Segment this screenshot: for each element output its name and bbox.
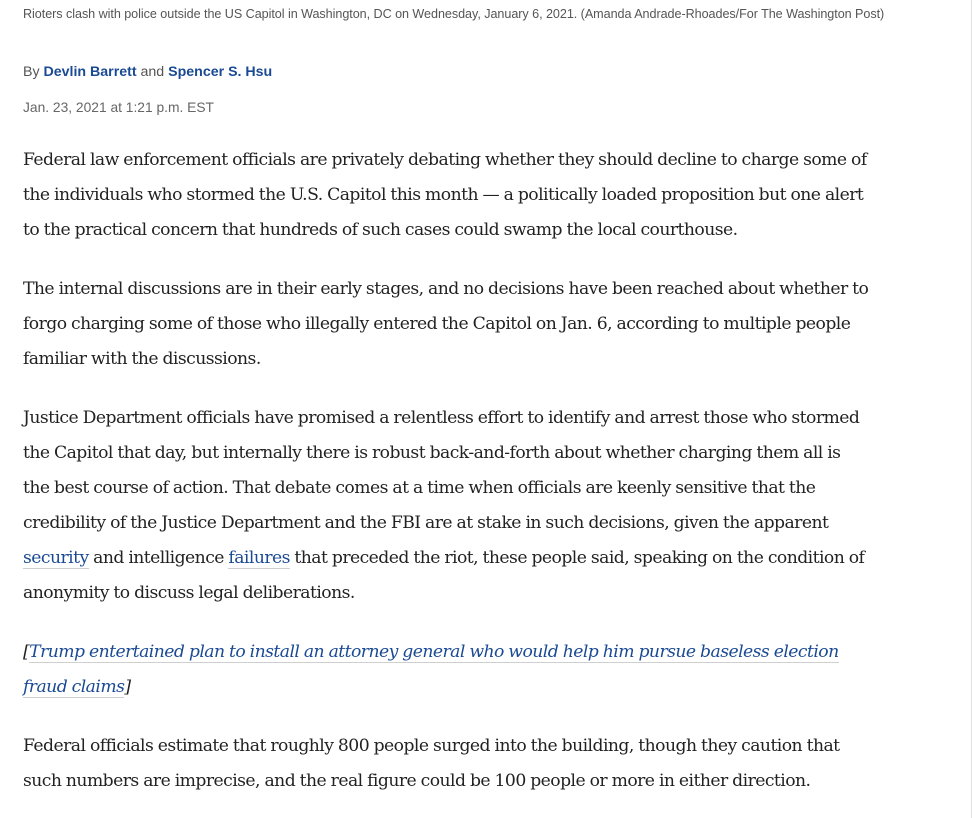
paragraph-line: Justice Department officials have promised a relentless effort to identify and arrest those who stormed [23,408,860,428]
page-scroll-edge [971,0,972,818]
related-line [23,635,953,670]
open-bracket: [ [23,642,30,662]
paragraph-text: and intelligence [88,548,229,568]
photo-caption: Rioters clash with police outside the US Capitol in Washington, DC on Wednesday, January 6, 2021. (Amanda Andrade-Rhoades/For The Washington Post) [23,7,885,21]
related-article [23,635,953,705]
paragraph-text: that preceded the riot, these people said, speaking on the condition of [289,548,865,568]
related-article-link-continued[interactable]: fraud claims [23,677,125,697]
paragraph-line: familiar with the discussions. [23,349,261,369]
related-article-link[interactable]: Trump entertained plan to install an attorney general who would help him pursue baseless election [29,642,839,662]
byline-prefix: By [23,64,40,80]
author-link-spencer-hsu[interactable]: Spencer S. Hsu [168,64,273,80]
publish-timestamp: Jan. 23, 2021 at 1:21 p.m. EST [23,100,214,115]
byline-conjunction: and [140,64,165,80]
paragraph-line: The internal discussions are in their early stages, and no decisions have been reached about whether to [23,279,869,299]
paragraph-line [23,541,953,576]
failures-link[interactable]: failures [228,548,290,568]
paragraph-line: credibility of the Justice Department and the FBI are at stake in such decisions, given the apparent [23,513,829,533]
paragraph-line: the Capitol that day, but internally there is robust back-and-forth about whether charging them all is [23,443,841,463]
security-link[interactable]: security [23,548,89,568]
article-body [23,143,953,818]
close-bracket: ] [124,677,131,697]
paragraph-line: the individuals who stormed the U.S. Capitol this month — a politically loaded proposition but one alert [23,185,864,205]
author-link-devlin-barrett[interactable]: Devlin Barrett [43,64,137,80]
paragraph-line: anonymity to discuss legal deliberations. [23,583,355,603]
byline [23,64,272,80]
article-paragraph-1 [23,143,953,248]
paragraph-line: such numbers are imprecise, and the real figure could be 100 people or more in either direction. [23,771,811,791]
article-paragraph-3 [23,401,953,611]
related-line [23,670,953,705]
article-paragraph-2 [23,272,953,377]
paragraph-line: to the practical concern that hundreds of such cases could swamp the local courthouse. [23,220,738,240]
paragraph-line: forgo charging some of those who illegally entered the Capitol on Jan. 6, according to multiple people [23,314,851,334]
paragraph-line: Federal officials estimate that roughly 800 people surged into the building, though they caution that [23,736,840,756]
article-paragraph-4 [23,729,953,799]
paragraph-line: Federal law enforcement officials are privately debating whether they should decline to charge some of [23,150,867,170]
paragraph-line: the best course of action. That debate comes at a time when officials are keenly sensitive that the [23,478,816,498]
